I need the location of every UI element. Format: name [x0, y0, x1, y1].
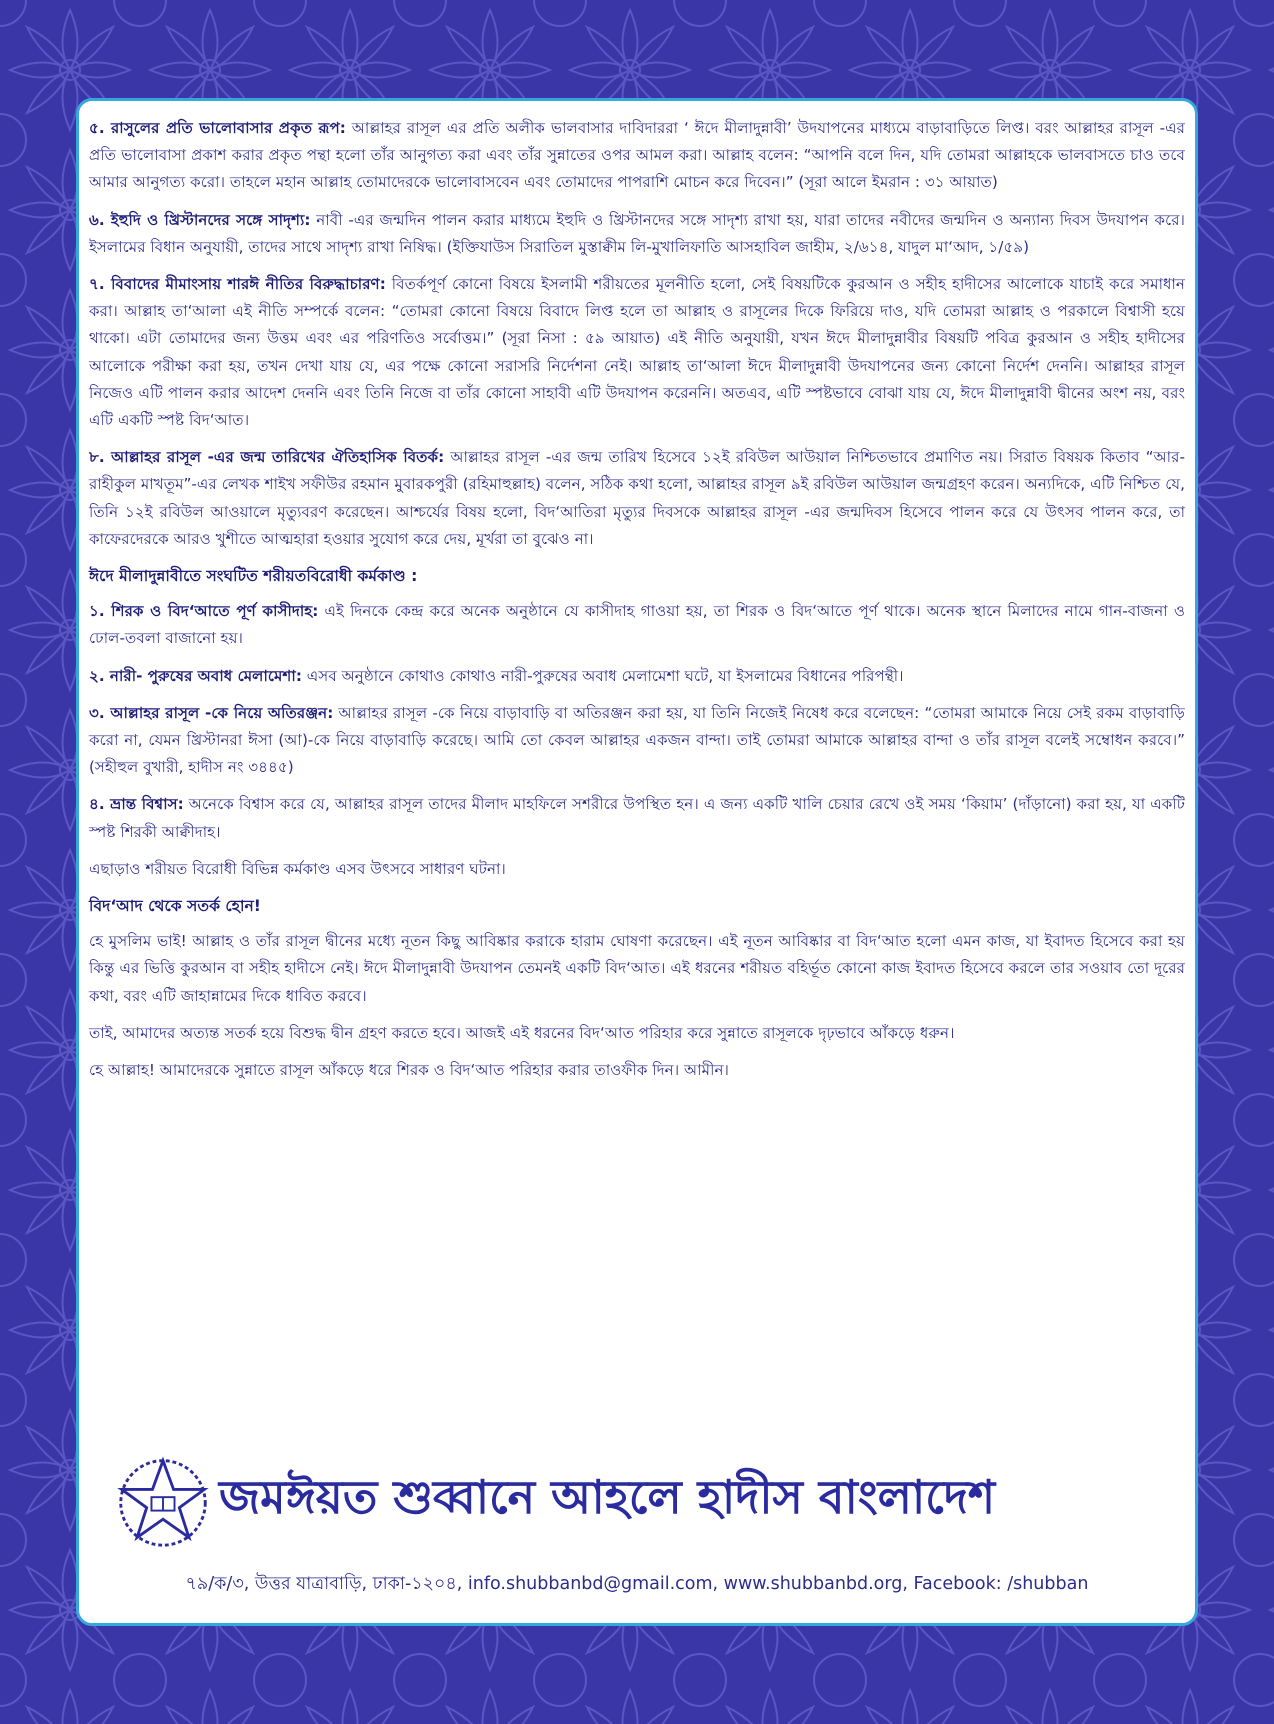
contact-info: ৭৯/ক/৩, উত্তর যাত্রাবাড়ি, ঢাকা-১২০৪, info.shubbanbd@gmail.com, www.shubbanbd.org, Facebook: /shubban [185, 1574, 1089, 1594]
closing-paragraph: তাই, আমাদের অত্যন্ত সতর্ক হয়ে বিশুদ্ধ দ্বীন গ্রহণ করতে হবে। আজই এই ধরনের বিদ‘আত পরিহার করে সুন্নাতে রাসূলকে দৃঢ়ভাবে আঁকড়ে ধরুন। [89, 1023, 955, 1042]
activity-title: ৪. ভ্রান্ত বিশ্বাস: [89, 795, 184, 814]
section-title: ৮. আল্লাহর রাসূল -এর জন্ম তারিখের ঐতিহাসিক বিতর্ক: [89, 448, 445, 467]
section-text: আল্লাহর রাসূল এর প্রতি অলীক ভালবাসার দাবিদাররা ‘ ঈদে মীলাদুন্নাবী’ উদযাপনের মাধ্যমে বাড়াবাড়িতে লিপ্ত। বরং আল্লাহর রাসূল -এর প্রতি ভালোবাসা প্রকাশ করার প্রকৃত পন্থা হলো তাঁর আনুগত্য করা এবং তাঁর সুন্নাতের ওপর আমল করা। আল্লাহ বলেন: “আপনি বলে দিন, যদি তোমরা আল্লাহকে ভালবাসতে চাও তবে আমার আনুগত্য করো। তাহলে মহান আল্লাহ তোমাদেরকে ভালোবাসবেন এবং তোমাদের পাপরাশি মোচন করে দিবেন।” (সূরা আলে ইমরান : ৩১ আয়াত) [89, 119, 1185, 192]
activity-item [89, 663, 1185, 690]
article-body [89, 115, 1185, 1084]
activity-item [89, 598, 1185, 652]
organization-name: জমঈয়ত শুব্বানে আহলে হাদীস বাংলাদেশ [219, 1470, 996, 1524]
activity-item [89, 700, 1185, 782]
closing-paragraph: হে আল্লাহ! আমাদেরকে সুন্নাতে রাসূল আঁকড়ে ধরে শিরক ও বিদ‘আত পরিহার করার তাওফীক দিন। আমীন। [89, 1061, 729, 1080]
section-love-for-prophet [89, 115, 1185, 197]
closing-paragraph: হে মুসলিম ভাই! আল্লাহ ও তাঁর রাসূল দ্বীনের মধ্যে নূতন কিছু আবিষ্কার করাকে হারাম ঘোষণা করেছেন। এই নূতন আবিষ্কার বা বিদ‘আত হলো এমন কাজ, যা ইবাদত হিসেবে করা হয় কিন্তু এর ভিত্তি কুরআন বা সহীহ হাদীসে নেই। ঈদে মীলাদুন্নাবী উদযাপন তেমনই একটি বিদ‘আত। এই ধরনের শরীয়ত বহির্ভূত কোনো কাজ ইবাদত হিসেবে করলে তার সওয়াব তো দূরের কথা, বরং এটি জাহান্নামের দিকে ধাবিত করবে। [89, 932, 1185, 1005]
activity-text: অনেকে বিশ্বাস করে যে, আল্লাহর রাসূল তাদের মীলাদ মাহফিলে সশরীরে উপস্থিত হন। এ জন্য একটি খালি চেয়ার রেখে ওই সময় ‘কিয়াম’ (দাঁড়ানো) করা হয়, যা একটি স্পষ্ট শিরকী আক্বীদাহ। [89, 795, 1185, 841]
activities-heading: ঈদে মীলাদুন্নাবীতে সংঘটিত শরীয়তবিরোধী কর্মকাণ্ড : [89, 567, 418, 586]
section-text: বিতর্কপূর্ণ কোনো বিষয়ে ইসলামী শরীয়তের মূলনীতি হলো, সেই বিষয়টিকে কুরআন ও সহীহ হাদীসের আলোকে যাচাই করে সমাধান করা। আল্লাহ তা‘আলা এই নীতি সম্পর্কে বলেন: “তোমরা কোনো বিষয়ে বিবাদে লিপ্ত হলে তা আল্লাহ ও রাসূলের দিকে ফিরিয়ে দাও, যদি তোমরা আল্লাহ ও পরকালে বিশ্বাসী হয়ে থাকো। এটা তোমাদের জন্য উত্তম এবং এর পরিণতিও সর্বোত্তম।” (সূরা নিসা : ৫৯ আয়াত) এই নীতি অনুযায়ী, যখন ঈদে মীলাদুন্নাবীর বিষয়টি পবিত্র কুরআন ও সহীহ হাদীসের আলোকে পরীক্ষা করা হয়, তখন দেখা যায় যে, এর পক্ষে কোনো সরাসরি নির্দেশনা নেই। আল্লাহ তা‘আলা ঈদে মীলাদুন্নাবী উদযাপনের জন্য কোনো নির্দেশ দেননি। আল্লাহর রাসূল নিজেও এটি পালন করার আদেশ দেননি এবং তিনি নিজে বা তাঁর কোনো সাহাবী এটি উদযাপন করেননি। অতএব, এটি স্পষ্টভাবে বোঝা যায় যে, ঈদে মীলাদুন্নাবী দ্বীনের অংশ নয়, বরং এটি একটি স্পষ্ট বিদ‘আত। [89, 275, 1185, 430]
activity-item [89, 791, 1185, 845]
star-emblem-icon [115, 1453, 211, 1549]
additional-note: এছাড়াও শরীয়ত বিরোধী বিভিন্ন কর্মকাণ্ড এসব উৎসবে সাধারণ ঘটনা। [89, 859, 506, 878]
section-title: ৫. রাসুলের প্রতি ভালোবাসার প্রকৃত রূপ: [89, 119, 346, 137]
activity-title: ২. নারী- পুরুষের অবাধ মেলামেশা: [89, 666, 302, 685]
activity-text: আল্লাহর রাসূল -কে নিয়ে বাড়াবাড়ি বা অতিরঞ্জন করা হয়, যা তিনি নিজেই নিষেধ করে বলেছেন: “তোমরা আমাকে নিয়ে সেই রকম বাড়াবাড়ি করো না, যেমন খ্রিস্টানরা ঈসা (আ)-কে নিয়ে বাড়াবাড়ি করেছে। আমি তো কেবল আল্লাহর একজন বান্দা। তাই তোমরা আমাকে আল্লাহর বান্দা ও তাঁর রাসূল বলেই সম্বোধন করবে।” (সহীহুল বুখারী, হাদীস নং ৩৪৪৫) [89, 703, 1186, 777]
section-text: নাবী -এর জন্মদিন পালন করার মাধ্যমে ইহুদি ও খ্রিস্টানদের সঙ্গে সাদৃশ্য রাখা হয়, যারা তাদের নবীদের জন্মদিন ও অন্যান্য দিবস উদযাপন করে। ইসলামের বিধান অনুযায়ী, তাদের সাথে সাদৃশ্য রাখা নিষিদ্ধ। (ইক্তিযাউস সিরাতিল মুস্তাক্বীম লি-মুখালিফাতি আসহাবিল জাহীম, ২/৬১৪, যাদুল মা‘আদ, ১/৫৯) [89, 210, 1185, 256]
section-title: ৬. ইহুদি ও খ্রিস্টানদের সঙ্গে সাদৃশ্য: [89, 210, 311, 229]
activity-title: ১. শিরক ও বিদ‘আতে পূর্ণ কাসীদাহ: [89, 602, 319, 621]
warning-heading: বিদ‘আদ থেকে সতর্ক হোন! [89, 897, 261, 916]
activity-title: ৩. আল্লাহর রাসূল -কে নিয়ে অতিরঞ্জন: [89, 703, 334, 722]
section-resemblance [89, 207, 1185, 261]
section-text: আল্লাহর রাসূল -এর জন্ম তারিখ হিসেবে ১২ই রবিউল আউয়াল নিশ্চিতভাবে প্রমাণিত নয়। সিরাত বিষয়ক কিতাব “আর-রাহীকুল মাখতূম”-এর লেখক শাইখ সফীউর রহমান মুবারকপুরী (রহিমাহুল্লাহ) বলেন, সঠিক কথা হলো, আল্লাহর রাসূল ৯ই রবিউল আউয়াল জন্মগ্রহণ করেন। অন্যদিকে, এটি নিশ্চিত যে, তিনি ১২ই রবিউল আওয়ালে মৃত্যুবরণ করেছেন। আশ্চর্যের বিষয় হলো, বিদ‘আতিরা মৃত্যুর দিবসকে আল্লাহর রাসূল -এর জন্মদিবস হিসেবে পালন করে যে উৎসব পালন করে, তা কাফেরদেরকে আরও খুশীতে আত্মহারা হওয়ার সুযোগ করে দেয়, মূর্খরা তা বুঝেও না। [89, 448, 1185, 548]
activity-text: এই দিনকে কেন্দ্র করে অনেক অনুষ্ঠানে যে কাসীদাহ গাওয়া হয়, তা শিরক ও বিদ‘আতে পূর্ণ থাকে। অনেক স্থানে মিলাদের নামে গান-বাজনা ও ঢোল-তবলা বাজানো হয়। [89, 602, 1185, 648]
activity-text: এসব অনুষ্ঠানে কোথাও কোথাও নারী-পুরুষের অবাধ মেলামেশা ঘটে, যা ইসলামের বিধানের পরিপন্থী। [301, 666, 904, 685]
section-dispute-resolution [89, 271, 1185, 434]
section-birth-date-debate [89, 444, 1185, 553]
footer [79, 1453, 1195, 1623]
section-title: ৭. বিবাদের মীমাংসায় শারঈ নীতির বিরুদ্ধাচারণ: [89, 275, 386, 294]
content-panel [76, 98, 1198, 1626]
